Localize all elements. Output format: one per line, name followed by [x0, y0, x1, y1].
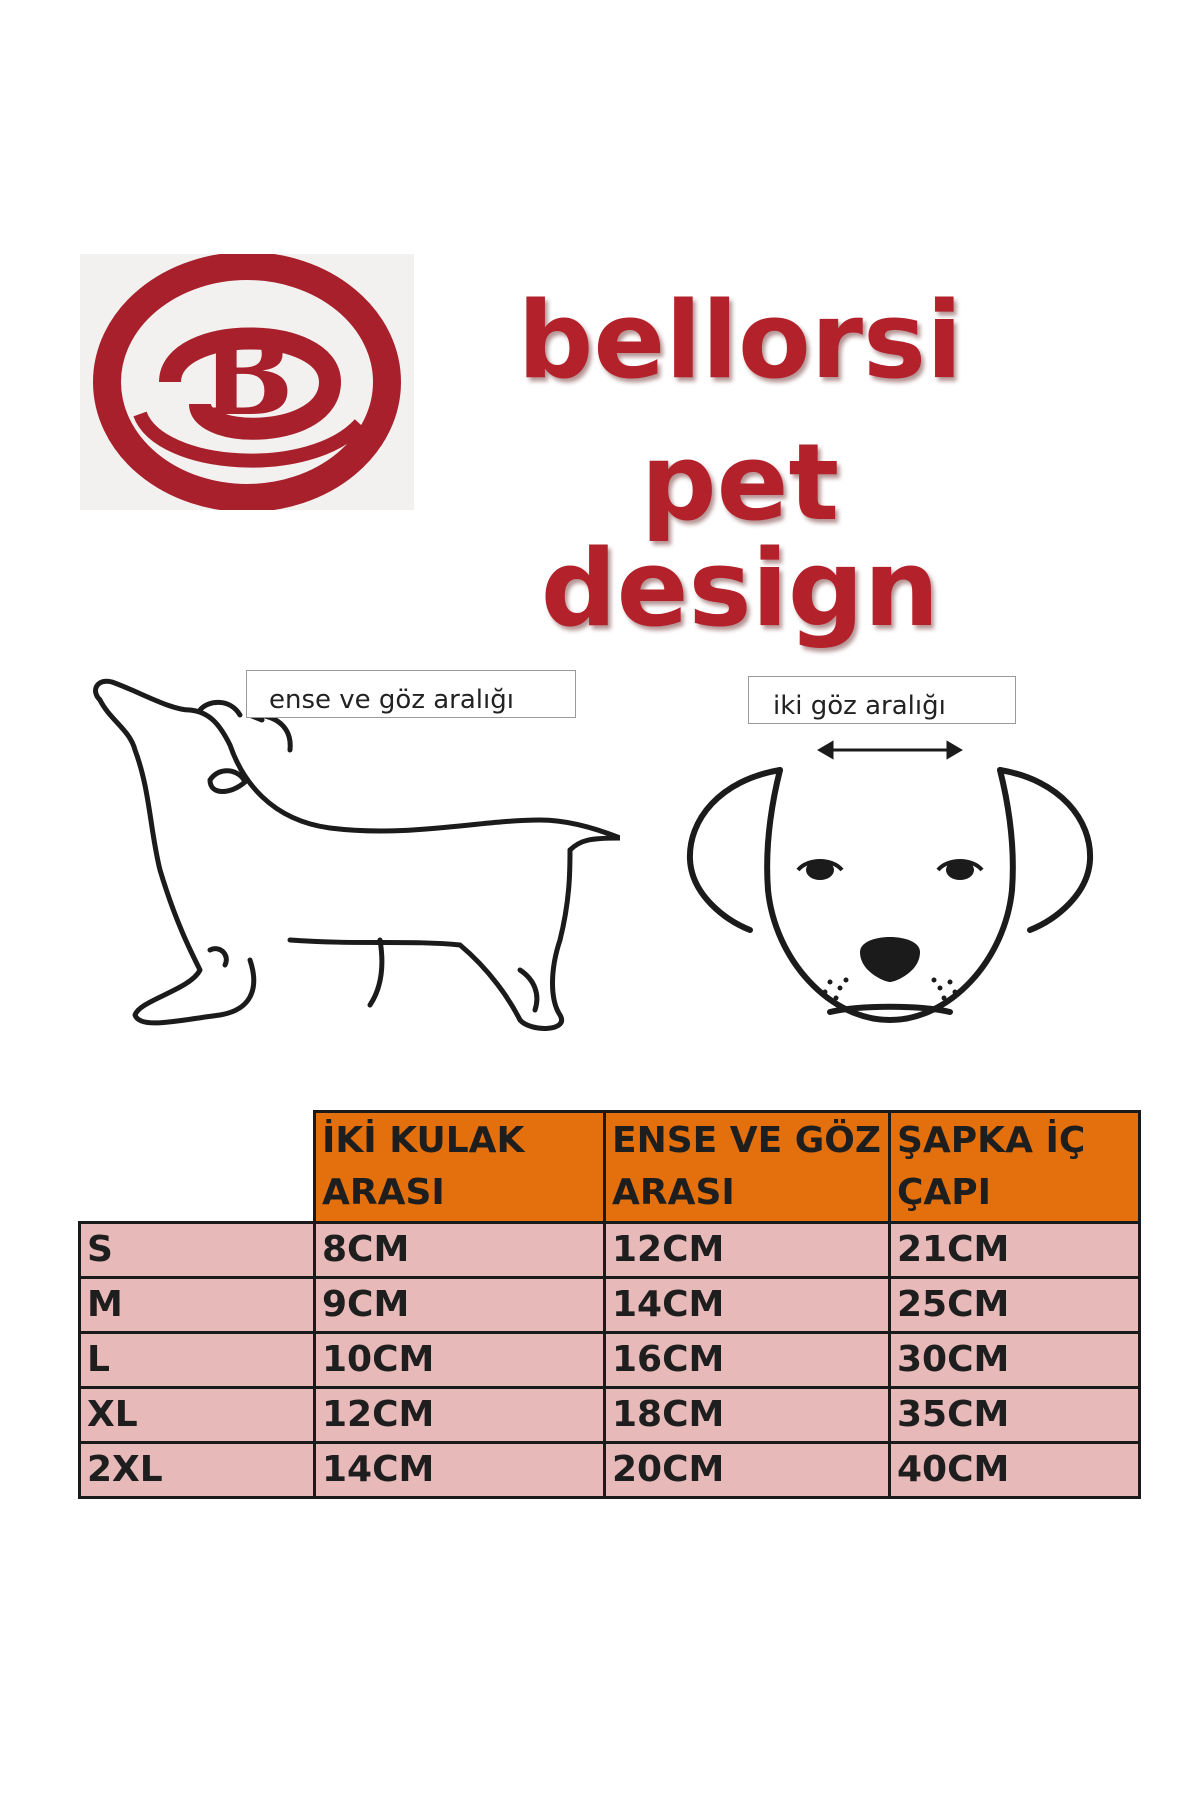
value-cell: 14CM — [605, 1278, 890, 1333]
size-cell: M — [80, 1278, 315, 1333]
eye-distance-label: iki göz aralığı — [748, 676, 1016, 724]
size-cell: XL — [80, 1388, 315, 1443]
value-cell: 40CM — [890, 1443, 1140, 1498]
column-header-neck-eye: ENSE VE GÖZ ARASI — [605, 1112, 890, 1223]
value-cell: 30CM — [890, 1333, 1140, 1388]
table-row — [80, 1388, 1140, 1443]
dog-face-front-illustration — [680, 720, 1100, 1040]
value-cell: 14CM — [315, 1443, 605, 1498]
neck-eye-distance-label: ense ve göz aralığı — [246, 670, 576, 718]
value-cell: 12CM — [315, 1388, 605, 1443]
measure-arrow-icon — [820, 743, 960, 757]
size-cell: 2XL — [80, 1443, 315, 1498]
logo-letter: B — [200, 311, 294, 440]
value-cell: 35CM — [890, 1388, 1140, 1443]
value-cell: 25CM — [890, 1278, 1140, 1333]
value-cell: 9CM — [315, 1278, 605, 1333]
column-header-ear-distance: İKİ KULAK ARASI — [315, 1112, 605, 1223]
logo-emblem — [80, 254, 414, 510]
size-cell: S — [80, 1223, 315, 1278]
brand-logo — [80, 254, 414, 510]
size-cell: L — [80, 1333, 315, 1388]
brand-name: bellorsi — [517, 279, 963, 402]
value-cell: 21CM — [890, 1223, 1140, 1278]
brand-tagline: pet design — [540, 421, 940, 650]
table-row — [80, 1223, 1140, 1278]
value-cell: 20CM — [605, 1443, 890, 1498]
table-row — [80, 1278, 1140, 1333]
table-row — [80, 1333, 1140, 1388]
column-header-hat-diameter: ŞAPKA İÇ ÇAPI — [890, 1112, 1140, 1223]
header-corner — [80, 1112, 315, 1223]
value-cell: 10CM — [315, 1333, 605, 1388]
dog-side-view-illustration — [80, 670, 620, 1070]
table-header-row — [80, 1112, 1140, 1223]
value-cell: 12CM — [605, 1223, 890, 1278]
table-row — [80, 1443, 1140, 1498]
value-cell: 16CM — [605, 1333, 890, 1388]
value-cell: 8CM — [315, 1223, 605, 1278]
size-chart-table — [78, 1110, 1141, 1499]
value-cell: 18CM — [605, 1388, 890, 1443]
